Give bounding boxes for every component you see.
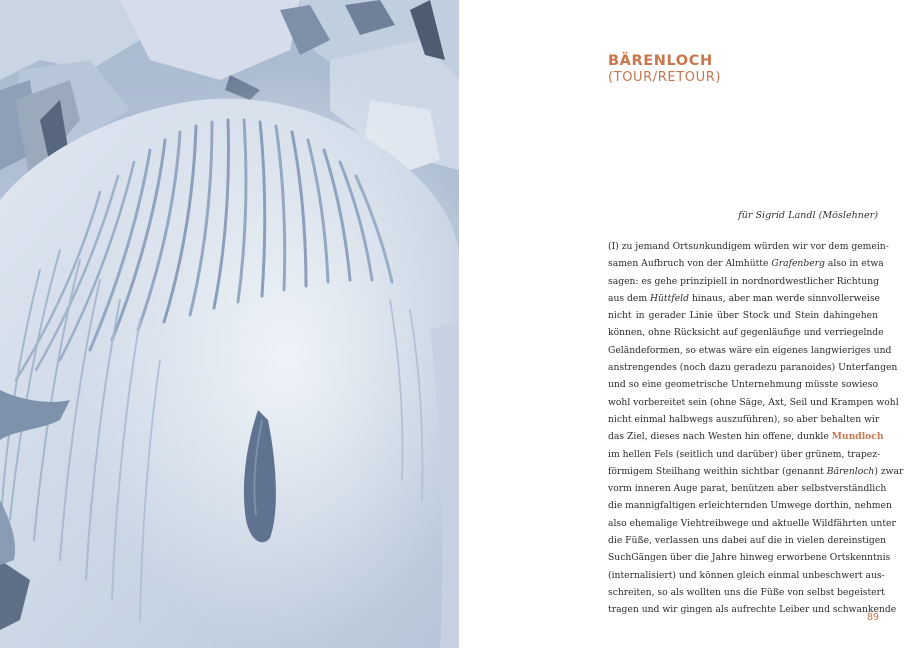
- text-segment: samen Aufbruch von der Almhütte: [608, 258, 772, 270]
- text-segment: tragen und wir gingen als aufrechte Leiber und schwankende: [608, 604, 897, 616]
- text-segment: SuchGängen über die Jahre hinweg erworbene Ortskenntnis: [608, 552, 891, 564]
- italic-term: un: [692, 241, 705, 252]
- text-line: [608, 480, 887, 497]
- chapter-title: BÄRENLOCH: [608, 53, 713, 69]
- dedication: für Sigrid Landl (Möslehner): [738, 210, 878, 221]
- text-line: [608, 446, 881, 463]
- chapter-subtitle: (TOUR/RETOUR): [608, 70, 722, 85]
- text-segment: die mannigfaltigen erleichternden Umwege dorthin, nehmen: [608, 500, 892, 512]
- text-line: [608, 428, 884, 445]
- text-segment: kundigem würden wir vor dem gemein-: [704, 241, 889, 252]
- text-line: [608, 584, 885, 601]
- text-segment: wohl vorbereitet sein (ohne Säge, Axt, Seil und Krampen wohl: [608, 396, 899, 408]
- text-segment: das Ziel, dieses nach Westen hin offene, dunkle: [608, 431, 832, 443]
- text-segment: also in etwa: [824, 258, 884, 270]
- text-line: [608, 549, 891, 566]
- text-segment: nicht in gerader Linie über Stock und Stein dahingehen: [608, 310, 878, 322]
- text-page: [459, 0, 918, 648]
- text-segment: Geländeformen, so etwas wäre ein eigenes langwieriges und: [608, 344, 892, 356]
- text-line: [608, 307, 878, 324]
- text-segment: (internalisiert) und können gleich einmal unbeschwert aus-: [608, 569, 885, 581]
- text-line: [608, 376, 878, 393]
- text-line: [608, 324, 884, 341]
- text-line: [608, 532, 887, 549]
- text-segment: vorm inneren Auge parat, benützen aber selbstverständlich: [608, 483, 887, 495]
- text-segment: (I) zu jemand Orts: [608, 241, 693, 252]
- italic-term: Bärenloch: [826, 465, 875, 477]
- text-segment: schreiten, so als wollten uns die Füße von selbst begeistert: [608, 586, 885, 598]
- text-line: [608, 273, 878, 290]
- text-line: [608, 359, 898, 376]
- italic-term: Grafenberg: [771, 258, 825, 270]
- body-text: [608, 238, 904, 619]
- text-segment: also ehemalige Viehtreibwege und aktuelle Wildfährten unter: [608, 517, 896, 529]
- page-number: 89: [867, 612, 880, 623]
- text-line: [608, 567, 885, 584]
- text-segment: und so eine geometrische Unternehmung müsste sowieso: [608, 379, 878, 391]
- text-segment: sagen: es gehe prinzipiell in nordnordwestlicher Richtung: [608, 275, 880, 287]
- highlighted-term: Mundloch: [831, 431, 884, 443]
- text-line: [608, 238, 889, 255]
- text-segment: anstrengendes (noch dazu geradezu paranoides) Unterfangen: [608, 362, 898, 374]
- text-line: [608, 497, 892, 514]
- text-line: [608, 290, 878, 307]
- text-segment: ) zwar: [874, 465, 904, 477]
- text-segment: können, ohne Rücksicht auf gegenläufige und verriegelnde: [608, 327, 884, 339]
- text-segment: im hellen Fels (seitlich und darüber) über grünem, trapez-: [608, 448, 881, 460]
- text-segment: förmigem Steilhang weithin sichtbar (genannt: [608, 465, 827, 477]
- italic-term: Hüttfeld: [649, 292, 689, 304]
- text-line: [608, 255, 884, 272]
- text-line: [608, 463, 904, 480]
- text-line: [608, 411, 878, 428]
- text-line: [608, 342, 892, 359]
- text-segment: die Füße, verlassen uns dabei auf die in vielen dereinstigen: [608, 535, 887, 547]
- text-line: [608, 394, 899, 411]
- text-segment: aus dem: [608, 292, 650, 304]
- text-segment: nicht einmal halbwegs auszuführen), so aber behalten wir: [608, 413, 880, 425]
- text-line: [608, 515, 896, 532]
- text-segment: hinaus, aber man werde sinnvollerweise: [688, 292, 880, 304]
